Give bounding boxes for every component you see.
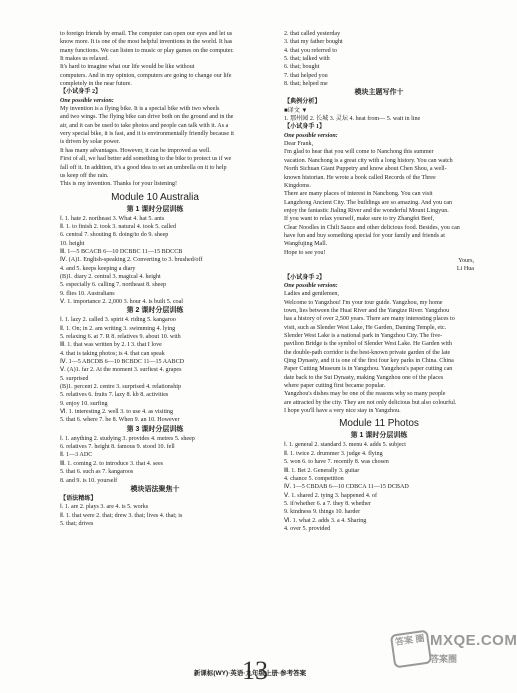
answer-block — [284, 441, 474, 533]
text-line: known historian. He wrote a book called Records of the Three — [284, 174, 436, 181]
text-line: know more. It is one of the most helpful inventions in the world. It has — [60, 39, 233, 46]
writing-title: 模块主题写作十 — [354, 89, 404, 97]
answer-line: 8. that; helped me — [284, 81, 328, 88]
answer-line: 5. that 6. where 7. be 8. When 9. an 10. However — [60, 417, 180, 424]
text-line: Welcome to Yangzhou! I'm your tour guide. Yangzhou, my home — [284, 299, 443, 306]
text-line: completely in the near future. — [60, 81, 132, 88]
section-heading: 【小试身手 1】 — [284, 124, 326, 131]
text-line: Clear Noodles in Chili Sauce and other delicious food. Besides, you can — [284, 224, 460, 231]
text-line: town, lies between the Huai River and the Yangtze River. Yangzhou — [284, 308, 450, 314]
answer-line: 4. chance 5. competition — [284, 475, 344, 482]
possible-version-label: One possible version: — [60, 97, 114, 104]
text-line: has a history of over 2,500 years. There are many interesting places to — [284, 316, 455, 323]
answer-line: 6. relatives 7. height 8. famous 9. stood 10. fell — [60, 444, 175, 451]
answer-line: 10. height — [60, 240, 85, 247]
text-line: to foreign friends by email. The computer can open our eyes and let us — [60, 31, 233, 37]
section-subheading: ■译文 ▼ — [284, 107, 308, 114]
answer-line: Ⅵ. 1. what 2. adds 3. a 4. Sharing — [284, 517, 367, 524]
answer-line: 9. kindness 9. things 10. harder — [284, 509, 361, 516]
answer-line: 5. that; drives — [60, 520, 94, 527]
text-line: are attracted by the city. They are not only delicious but also colourful. — [284, 399, 457, 406]
text-line: It has many advantages. However, it can be improved as well. — [60, 147, 211, 154]
section-heading: 【小试身手 2】 — [284, 274, 326, 281]
answer-line: 5. surprised — [60, 375, 89, 382]
text-line: I'm glad to hear that you will come to Nanchong this summer — [284, 149, 434, 156]
text-line: Kingdoms. — [284, 182, 311, 189]
answer-line: 4. and 5. keeps keeping a diary — [60, 265, 136, 272]
text-line: enjoy the fantastic Jialing River and the wonderful Mount Lingyun. — [284, 207, 449, 214]
possible-version-label: One possible version: — [284, 132, 338, 139]
text-line: Wangfujing Mall. — [284, 241, 328, 248]
answer-line: Ⅱ. 1. twice 2. drummer 3. judge 4. flying — [284, 450, 383, 457]
text-line: very special bike, it is fast, and it is environmentally friendly because it — [60, 131, 234, 138]
text-line: It makes us relaxed. — [60, 56, 109, 63]
text-line: If you want to relax yourself, make sure to try Zhangfei Beef, — [284, 216, 435, 223]
answer-line: Ⅱ. 1. that were 2. that; drew 3. that; lives 4. that; is — [60, 512, 183, 519]
essay-block — [60, 105, 250, 188]
text-line: Yangzhou's dishes may be one of the reasons why so many people — [284, 391, 446, 398]
lesson-heading: 第 1 课时分层训练 — [126, 205, 184, 213]
lesson-heading: 第 1 课时分层训练 — [350, 432, 408, 440]
answer-line: 6. that; bought — [284, 64, 320, 71]
left-column — [60, 30, 250, 528]
text-line: where paper cutting first became popular. — [284, 383, 386, 390]
answer-line: (B)1. percent 2. centre 3. surprised 4. relationship — [60, 384, 181, 391]
page-number: 13 — [242, 656, 268, 685]
answer-block — [60, 503, 250, 528]
answer-block — [60, 316, 250, 424]
answer-line: Ⅵ. 1. interesting 2. well 3. to use 4. as visiting — [60, 409, 174, 416]
answer-line: Ⅰ. 1. anything 2. studying 3. provides 4. metres 5. sheep — [60, 435, 195, 442]
text-line: computers. And in my opinion, computers are going to change our life — [60, 72, 232, 79]
text-line: Slender West Lake is a national park in Yangzhou City. The five- — [284, 333, 443, 340]
text-line: Paper Cutting Museum is in Yangzhou. Yangzhou's paper cutting can — [284, 366, 453, 373]
answer-line: 7. that helped you — [284, 72, 328, 79]
answer-line: Ⅴ. (A)1. far 2. At the moment 3. surfiest 4. grapes — [60, 367, 182, 374]
section-heading: 【典例分析】 — [284, 99, 321, 106]
answer-line: Ⅲ. 1. that was written by 2. I 3. that I love — [60, 342, 162, 349]
text-line: Ladies and gentlemen, — [284, 291, 339, 298]
answer-line: Ⅲ. 1—5 BCACB 6—10 DCBBC 11—15 BDCCB — [60, 248, 183, 255]
answer-line: 5. relatives 6. fruits 7. lazy 8. kb 8. activities — [60, 392, 169, 399]
text-line: North Sichuan Giant Puppetry and know about Chen Shou, a well- — [284, 166, 447, 173]
answer-line: Ⅰ. 1. are 2. plays 3. are 4. is 5. works — [60, 504, 149, 511]
letter-block — [284, 140, 474, 257]
answer-line: 2. that called yesterday — [284, 31, 341, 37]
letter-signature: Li Hua — [456, 266, 474, 273]
text-line: It's hard to imagine what our life would be like without — [60, 64, 195, 71]
answer-line: 9. flies 10. Australians — [60, 290, 115, 297]
right-column — [284, 30, 474, 533]
watermark-logo — [392, 626, 517, 686]
text-line: is driven by solar power. — [60, 139, 121, 146]
answer-line: Ⅱ. 1—3 ADC — [60, 452, 93, 459]
answer-line: 5. that 6. such as 7. kangaroos — [60, 469, 134, 476]
text-line: Qing Dynasty, and it is one of the first four key parks in China. China — [284, 358, 454, 365]
answer-line: Ⅱ. 1. to finish 2. took 3. natural 4. took 5. called — [60, 223, 176, 230]
answer-line: Ⅳ. 1—5 CBDAB 6—10 CDBCA 11—15 DCBAD — [284, 484, 409, 491]
text-line: Dear Frank, — [284, 141, 314, 148]
answer-line: Ⅲ. 1. coming 2. to introduce 3. that 4. sees — [60, 460, 164, 467]
watermark-caption: 答案圈 — [430, 654, 458, 664]
text-line: pavilion Bridge is the symbol of Slender West Lake. He Garden with — [284, 341, 452, 348]
answer-line: Ⅴ. 1. importance 2. 2,000 3. hour 4. is built 5. coal — [60, 298, 183, 305]
text-line: My invention is a flying bike. It is a special bike with two wheels — [60, 106, 220, 113]
answer-line: Ⅰ. 1. lazy 2. called 3. spirit 4. riding 5. kangaroo — [60, 317, 176, 324]
watermark-text: MXQE.COM — [430, 632, 517, 649]
answer-line: (B)1. diary 2. central 3. magical 4. height — [60, 273, 161, 280]
text-line: fall off it. In addition, it's a good idea to set an umbrella on it to help — [60, 164, 227, 171]
text-line: Langzhong Ancient City. The buildings are so amazing. And you can — [284, 199, 453, 206]
answer-line: 4. over 5. provided — [284, 525, 331, 532]
letter-closing: Yours, — [458, 257, 474, 264]
possible-version-label: One possible version: — [284, 282, 338, 289]
answer-line: Ⅳ. 1—5 ABCDB 6—10 BCBDC 11—15 AABCD — [60, 359, 185, 366]
answer-line: 5. if/whether 6. a 7. they 8. whether — [284, 500, 371, 507]
answer-line: Ⅱ. 1. On; in 2. am writing 3. swimming 4. lying — [60, 325, 176, 332]
text-line: I hope you'll have a very nice stay in Yangzhou. — [284, 408, 401, 415]
text-line: Hope to see you! — [284, 249, 326, 256]
answer-line: 5. won 6. to have 7. recently 8. was chosen — [284, 459, 389, 466]
text-line: air, and it can be used to take photos and people can talk with it. As a — [60, 122, 229, 129]
answer-block — [60, 215, 250, 307]
text-line: the double-path corridor is the best-known private garden of the late — [284, 349, 451, 356]
answer-line: 5. that; talked with — [284, 56, 330, 63]
answer-line: Ⅰ. 1. hate 2. northeast 3. What 4. hat 5. ants — [60, 215, 165, 222]
text-line: vacation. Nanchong is a great city with a long history. You can watch — [284, 157, 453, 164]
section-heading: 【小试身手 2】 — [60, 89, 102, 96]
text-line: many functions. We can listen to music or play games on the computer. — [60, 47, 234, 54]
speech-block — [284, 290, 474, 415]
text-line: and two wings. The flying bike can drive both on the ground and in the — [60, 114, 234, 121]
lesson-heading: 第 2 课时分层训练 — [126, 307, 184, 315]
text-line: There are many places of interest in Nanchong. You can visit — [284, 191, 433, 198]
answer-line: 9. enjoy 10. surfing — [60, 400, 108, 407]
answer-line: Ⅳ. (A)1. English-speaking 2. Converting to 3. brushed/off — [60, 257, 203, 264]
answer-block — [60, 435, 250, 485]
answer-line: 4. that you referred to — [284, 47, 337, 54]
answer-line: 5. relaxing 6. at 7. R 8. relatives 9. about 10. with — [60, 334, 181, 340]
right-top-block — [284, 30, 474, 88]
page-footer: 新课标(WY)·英语·九年级上册·参考答案 — [193, 670, 307, 677]
answer-line: Ⅰ. 1. general 2. standard 3. menu 4. adds 5. subject — [284, 442, 406, 449]
answer-line: Ⅴ. 1. shared 2. tying 3. happened 4. of — [284, 492, 378, 499]
text-line: First of all, we had better add something to the bike to protect us if we — [60, 156, 232, 163]
text-line: visit, such as Slender West Lake, He Garden, Daming Temple, etc. — [284, 324, 447, 331]
answer-line: 3. that my father bought — [284, 39, 343, 46]
module-title: Module 10 Australia — [111, 191, 199, 203]
module-title: Module 11 Photos — [339, 418, 419, 430]
answer-line: Ⅲ. 1. Bet 2. Generally 3. guitar — [284, 467, 360, 474]
grammar-title: 模块语法聚焦十 — [130, 485, 180, 493]
text-line: date back to the Sui Dynasty, making Yangzhou one of the places — [284, 374, 444, 381]
text-line: have fun and buy something special for your family and friends at — [284, 232, 445, 239]
answer-line: 8. and 9. is 10. yourself — [60, 477, 118, 484]
left-top-block — [60, 30, 250, 88]
lesson-heading: 第 3 课时分层训练 — [126, 425, 184, 433]
answer-line: 4. that is taking photos; is 4. that can speak — [60, 350, 165, 357]
answer-line: 5. especially 6. calling 7. northeast 8. sheep — [60, 282, 167, 289]
answer-line: 1. 那州园 2. 长城 3. 灵坛 4. heat from— 5. wait in line — [284, 116, 421, 123]
answer-line: 6. central 7. shouting 8. doing/to do 9. sheep — [60, 232, 169, 239]
section-heading: 【语法精练】 — [60, 495, 97, 502]
watermark-badge-icon: 答案 圈 — [390, 630, 432, 669]
text-line: us keep off the rain. — [60, 172, 109, 179]
text-line: This is my invention. Thanks for your listening! — [60, 181, 178, 188]
